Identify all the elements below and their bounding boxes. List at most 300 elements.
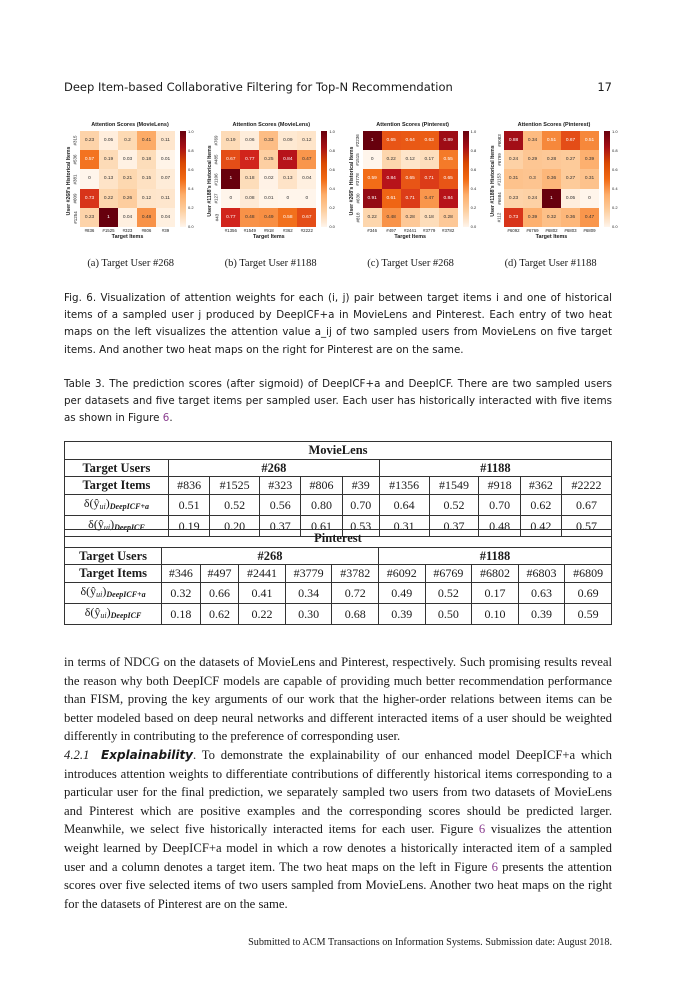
heatmap-xtick: #346 bbox=[367, 228, 378, 233]
target-item: #3779 bbox=[285, 565, 332, 583]
colorbar-tick: 0.4 bbox=[611, 186, 618, 191]
score-cell: 0.34 bbox=[285, 582, 332, 603]
figure-caption-prefix: Fig. 6. bbox=[64, 292, 97, 304]
heatmap-1 bbox=[203, 122, 339, 240]
user-id: #1188 bbox=[379, 547, 612, 565]
colorbar-tick: 0.0 bbox=[329, 224, 335, 229]
heatmap-xtick: #1356 bbox=[224, 228, 237, 233]
target-item: #497 bbox=[200, 565, 239, 583]
heatmap-cell: 0.65 bbox=[401, 169, 420, 188]
score-cell: 0.52 bbox=[429, 494, 479, 515]
heatmap-grid bbox=[363, 131, 458, 227]
heatmap-cell: 0.13 bbox=[99, 169, 118, 188]
heatmap-cell: 0.23 bbox=[80, 208, 99, 227]
colorbar-tick: 0.2 bbox=[329, 205, 335, 210]
target-item: #918 bbox=[479, 477, 520, 495]
user-id: #1188 bbox=[379, 459, 611, 477]
heatmap-cell: 1 bbox=[363, 131, 382, 150]
heatmap-xtick: #6803 bbox=[564, 228, 577, 233]
target-item: #1525 bbox=[210, 477, 260, 495]
heatmap-cell: 0.48 bbox=[240, 208, 259, 227]
target-item: #2222 bbox=[562, 477, 612, 495]
heatmap-cell: 0 bbox=[363, 150, 382, 169]
heatmap-ytick: #3778 bbox=[355, 172, 361, 186]
heatmap-xtick: #2441 bbox=[404, 228, 417, 233]
colorbar-tick: 0.2 bbox=[188, 205, 194, 210]
heatmap-ytick: #381 bbox=[72, 173, 78, 185]
heatmap-cell: 0.09 bbox=[278, 131, 297, 150]
heatmap-cell: 0.19 bbox=[99, 150, 118, 169]
heatmap-cell: 0.55 bbox=[439, 150, 458, 169]
heatmap-cell: 0.21 bbox=[118, 169, 137, 188]
heatmap-cell: 0.03 bbox=[118, 150, 137, 169]
table-caption-text: The prediction scores (after sigmoid) of DeepICF+a and DeepICF. There are two sampled users per datasets and five target items per sampled user. Each user has historically interacted with five items as shown in Figure bbox=[64, 378, 612, 425]
score-cell: 0.17 bbox=[472, 582, 519, 603]
colorbar-tick: 0.4 bbox=[188, 186, 194, 191]
heatmap-cell: 0.06 bbox=[240, 131, 259, 150]
body-paragraph-explainability: 4.2.1 Explainability. To demonstrate the explainability of our enhanced model DeepICF+a which introduces attention weights to differentiate contributions of differently historical items corresponding to a particular user for the final prediction, we separately sampled two users from two datasets of MovieLens and Pinterest which are positive examples and the corresponding scores should be predicted larger. Meanwhile, we select five historically interacted items for each user. Figure 6 visualizes the attention weight learned by DeepICF+a model in which a row denotes a historically interacted item of a sampled user and a column denotes a target item. The two heat maps on the left in Figure 6 presents the attention scores over five selected items of two users sampled from MovieLens. Another two heat maps on the right for the datasets of Pinterest are on the same. bbox=[64, 748, 612, 911]
heatmap-cell: 0.48 bbox=[382, 208, 401, 227]
colorbar-ticks bbox=[471, 129, 477, 229]
heatmap-xtick: #3779 bbox=[423, 228, 436, 233]
score-cell: 0.51 bbox=[168, 494, 209, 515]
target-item: #6803 bbox=[518, 565, 565, 583]
row-header-score: $\delta(ŷ_{ui})_{DeepICF+a}$ bbox=[65, 582, 162, 603]
heatmap-ytick: #1254 bbox=[72, 211, 78, 224]
heatmap-cell: 0.17 bbox=[420, 150, 439, 169]
score-cell: 0.19 bbox=[168, 515, 209, 536]
running-header bbox=[64, 80, 612, 94]
row-header-users: Target Users bbox=[65, 459, 169, 477]
target-item: #1356 bbox=[379, 477, 429, 495]
heatmap-cell: 0.15 bbox=[137, 169, 156, 188]
heatmap-cell: 0.71 bbox=[401, 189, 420, 208]
heatmap-xtick: #806 bbox=[141, 228, 152, 233]
heatmap-cell: 0.18 bbox=[420, 208, 439, 227]
user-id: #268 bbox=[162, 547, 379, 565]
heatmap-ylabel: User #268's Historical Items bbox=[66, 146, 72, 216]
score-cell: 0.72 bbox=[332, 582, 379, 603]
heatmap-cell: 0.07 bbox=[156, 169, 175, 188]
score-cell: 0.20 bbox=[210, 515, 260, 536]
page-number: 17 bbox=[597, 80, 612, 94]
score-cell: 0.22 bbox=[239, 603, 286, 624]
figure-caption bbox=[64, 290, 612, 359]
heatmap-ytick: #127 bbox=[213, 193, 219, 204]
heatmap-cell: 0 bbox=[297, 189, 316, 208]
score-cell: 0.70 bbox=[342, 494, 379, 515]
heatmap-xtick: #6092 bbox=[507, 228, 520, 233]
heatmap-cell: 0.13 bbox=[278, 169, 297, 188]
figure-reference-link[interactable]: 6 bbox=[491, 859, 498, 874]
heatmap-title: Attention Scores (Pinterest) bbox=[517, 122, 591, 128]
heatmap-cell: 0.31 bbox=[504, 169, 523, 188]
heatmap-cell: 1 bbox=[221, 169, 240, 188]
heatmap-xlabel: Target Items bbox=[111, 234, 144, 240]
score-cell: 0.52 bbox=[210, 494, 260, 515]
heatmap-cell: 0.39 bbox=[580, 150, 599, 169]
heatmap-cell: 0.01 bbox=[156, 150, 175, 169]
heatmap-cell: 0.04 bbox=[297, 169, 316, 188]
score-cell: 0.42 bbox=[520, 515, 561, 536]
heatmap-cell: 0.67 bbox=[221, 150, 240, 169]
target-item: #6092 bbox=[379, 565, 426, 583]
score-cell: 0.50 bbox=[425, 603, 472, 624]
heatmap-cell: 0 bbox=[580, 189, 599, 208]
colorbar-tick: 0.0 bbox=[611, 224, 618, 229]
row-header-items: Target Items bbox=[65, 565, 162, 583]
heatmap-cell: 0.3 bbox=[523, 169, 542, 188]
heatmap-cell: 0.19 bbox=[221, 131, 240, 150]
heatmap-xticks bbox=[504, 228, 599, 233]
heatmap-cell: 0.89 bbox=[439, 131, 458, 150]
colorbar-tick: 0.2 bbox=[611, 205, 618, 210]
heatmap-cell: 0.04 bbox=[118, 208, 137, 227]
colorbar bbox=[321, 131, 327, 227]
heatmap-cell: 0.24 bbox=[504, 150, 523, 169]
colorbar-tick: 0.2 bbox=[470, 205, 477, 210]
figure-reference-link[interactable]: 6 bbox=[478, 822, 486, 837]
target-item: #3782 bbox=[332, 565, 379, 583]
heatmap-cell: 0.25 bbox=[259, 150, 278, 169]
colorbar-ticks bbox=[329, 129, 335, 229]
row-header-score: $\delta(ŷ_{ui})_{DeepICF}$ bbox=[65, 515, 169, 536]
heatmap-cell: 0.48 bbox=[137, 208, 156, 227]
heatmap-cell: 0 bbox=[278, 189, 297, 208]
body-paragraph-1: in terms of NDCG on the datasets of MovieLens and Pinterest, respectively. Such promising results reveal the reason why both DeepICF models are capable of providing much better recommendation performance than FISM, proving the key arguments of our work that the higher-order relations between items can be better modeled based on deep neural networks and different interacted items of a user should be weighted differently in contributing to the preference of corresponding user. bbox=[64, 655, 612, 744]
heatmap-ytick: #536 bbox=[72, 154, 78, 165]
heatmap-cell: 0.67 bbox=[561, 131, 580, 150]
heatmap-cell: 0.47 bbox=[580, 208, 599, 227]
score-cell: 0.62 bbox=[520, 494, 561, 515]
colorbar-tick: 0.8 bbox=[329, 148, 335, 153]
heatmap-cell: 0.36 bbox=[561, 208, 580, 227]
colorbar-tick: 1.0 bbox=[470, 129, 477, 134]
heatmap-xtick: #6802 bbox=[545, 228, 558, 233]
figure-subcaptions bbox=[62, 258, 622, 269]
colorbar-tick: 0.4 bbox=[329, 186, 335, 191]
heatmap-cell: 0.27 bbox=[561, 150, 580, 169]
heatmap-grid bbox=[504, 131, 599, 227]
heatmap-xtick: #6769 bbox=[526, 228, 539, 233]
score-cell: 0.57 bbox=[562, 515, 612, 536]
heatmap-title: Attention Scores (Pinterest) bbox=[376, 122, 450, 128]
score-cell: 0.18 bbox=[162, 603, 201, 624]
heatmap-cell: 0.36 bbox=[542, 169, 561, 188]
colorbar-ticks bbox=[188, 129, 194, 229]
colorbar-tick: 1.0 bbox=[329, 129, 335, 134]
colorbar-tick: 1.0 bbox=[188, 129, 194, 134]
colorbar-tick: 0.0 bbox=[470, 224, 477, 229]
score-cell: 0.39 bbox=[379, 603, 426, 624]
row-header-score: $\delta(ŷ_{ui})_{DeepICF+a}$ bbox=[65, 494, 169, 515]
colorbar-tick: 0.6 bbox=[188, 167, 194, 172]
heatmap-xtick: #362 bbox=[282, 228, 293, 233]
heatmap-cell: 0.18 bbox=[137, 150, 156, 169]
heatmap-ytick: #769 bbox=[213, 135, 219, 146]
figure-reference-link[interactable]: 6 bbox=[162, 412, 170, 425]
score-cell: 0.37 bbox=[429, 515, 479, 536]
heatmap-cell: 0.33 bbox=[259, 131, 278, 150]
results-table-movielens bbox=[64, 441, 612, 537]
heatmap-cell: 0.34 bbox=[523, 131, 542, 150]
heatmap-cell: 0.08 bbox=[240, 189, 259, 208]
heatmap-cell: 0.73 bbox=[504, 208, 523, 227]
heatmap-cell: 0 bbox=[80, 169, 99, 188]
row-header-score: $\delta(ŷ_{ui})_{DeepICF}$ bbox=[65, 603, 162, 624]
heatmap-cell: 0.64 bbox=[401, 131, 420, 150]
table-row bbox=[65, 494, 612, 515]
colorbar bbox=[180, 131, 186, 227]
target-item: #362 bbox=[520, 477, 561, 495]
heatmap-cell: 0.27 bbox=[561, 169, 580, 188]
heatmap-cell: 0.47 bbox=[420, 189, 439, 208]
heatmap-cell: 0.11 bbox=[156, 131, 175, 150]
colorbar-tick: 0.6 bbox=[611, 167, 618, 172]
heatmap-yticks bbox=[353, 131, 363, 227]
dataset-header: MovieLens bbox=[65, 442, 612, 460]
table-row bbox=[65, 603, 612, 624]
heatmap-cell: 0.11 bbox=[156, 189, 175, 208]
heatmap-cell: 0.28 bbox=[542, 150, 561, 169]
target-item: #6769 bbox=[425, 565, 472, 583]
subcaption-d: (d) Target User #1188 bbox=[504, 258, 597, 269]
subcaption-b: (b) Target User #1188 bbox=[224, 258, 317, 269]
score-cell: 0.62 bbox=[200, 603, 239, 624]
heatmap-2 bbox=[345, 122, 481, 240]
heatmap-cell: 0.49 bbox=[259, 208, 278, 227]
target-item: #1549 bbox=[429, 477, 479, 495]
target-item: #323 bbox=[260, 477, 301, 495]
heatmap-cell: 0.26 bbox=[118, 189, 137, 208]
heatmap-cell: 0.73 bbox=[80, 189, 99, 208]
target-item: #836 bbox=[168, 477, 209, 495]
heatmap-cell: 0.63 bbox=[420, 131, 439, 150]
score-cell: 0.32 bbox=[162, 582, 201, 603]
target-item: #39 bbox=[342, 477, 379, 495]
heatmap-xtick: #39 bbox=[161, 228, 170, 233]
heatmap-cell: 0.67 bbox=[297, 208, 316, 227]
colorbar bbox=[463, 131, 469, 227]
heatmap-cell: 0 bbox=[221, 189, 240, 208]
heatmap-xtick: #836 bbox=[84, 228, 95, 233]
heatmap-ytick: #6799 bbox=[496, 153, 502, 167]
heatmap-cell: 0.91 bbox=[363, 189, 382, 208]
heatmap-cell: 0.65 bbox=[382, 131, 401, 150]
heatmap-ytick: #1515 bbox=[355, 153, 361, 167]
score-cell: 0.66 bbox=[200, 582, 239, 603]
table-caption-prefix: Table 3. bbox=[64, 378, 105, 390]
colorbar-tick: 0.6 bbox=[329, 167, 335, 172]
heatmap-cell: 0.88 bbox=[504, 131, 523, 150]
heatmap-ytick: #6083 bbox=[496, 134, 502, 147]
heatmap-cell: 0.84 bbox=[278, 150, 297, 169]
heatmap-xtick: #6809 bbox=[583, 228, 596, 233]
heatmap-cell: 1 bbox=[99, 208, 118, 227]
heatmap-cell: 0.05 bbox=[99, 131, 118, 150]
colorbar bbox=[604, 131, 610, 227]
colorbar-tick: 0.8 bbox=[611, 148, 618, 153]
score-cell: 0.49 bbox=[379, 582, 426, 603]
heatmap-title: Attention Scores (MovieLens) bbox=[232, 122, 311, 128]
score-cell: 0.80 bbox=[301, 494, 342, 515]
heatmap-cell: 0.51 bbox=[542, 131, 561, 150]
heatmap-ylabel: User #1188's Historical Items bbox=[207, 145, 214, 217]
colorbar-tick: 0.8 bbox=[188, 148, 194, 153]
score-cell: 0.61 bbox=[301, 515, 342, 536]
heatmap-yticks bbox=[211, 131, 221, 227]
score-cell: 0.52 bbox=[425, 582, 472, 603]
score-cell: 0.56 bbox=[260, 494, 301, 515]
heatmap-ytick: #609 bbox=[72, 193, 78, 204]
heatmap-cell: 0.71 bbox=[420, 169, 439, 188]
heatmap-ytick: #1106 bbox=[213, 172, 219, 186]
heatmap-cell: 0.65 bbox=[439, 169, 458, 188]
section-number: 4.2.1 bbox=[64, 748, 90, 762]
heatmap-xticks bbox=[221, 228, 316, 233]
heatmap-cell: 0.18 bbox=[240, 169, 259, 188]
heatmap-title: Attention Scores (MovieLens) bbox=[91, 122, 169, 128]
heatmap-cell: 0.28 bbox=[401, 208, 420, 227]
heatmap-cell: 0.84 bbox=[439, 189, 458, 208]
heatmap-cell: 0.41 bbox=[137, 131, 156, 150]
heatmap-cell: 0.12 bbox=[401, 150, 420, 169]
score-cell: 0.48 bbox=[479, 515, 520, 536]
score-cell: 0.70 bbox=[479, 494, 520, 515]
colorbar-tick: 0.4 bbox=[470, 186, 477, 191]
user-id: #268 bbox=[168, 459, 379, 477]
heatmap-cell: 0.84 bbox=[382, 169, 401, 188]
score-cell: 0.10 bbox=[472, 603, 519, 624]
score-cell: 0.41 bbox=[239, 582, 286, 603]
heatmap-xlabel: Target Items bbox=[535, 234, 568, 240]
row-header-items: Target Items bbox=[65, 477, 169, 495]
score-cell: 0.67 bbox=[562, 494, 612, 515]
table-caption: Table 3. The prediction scores (after sigmoid) of DeepICF+a and DeepICF. There are two sampled users per datasets and five target items per sampled user. Each user has historically interacted with five items as shown in Figure 6. bbox=[64, 378, 612, 425]
figure-6-heatmaps bbox=[62, 122, 622, 240]
heatmap-cell: 0.61 bbox=[382, 189, 401, 208]
score-cell: 0.31 bbox=[379, 515, 429, 536]
colorbar-tick: 0.6 bbox=[470, 167, 477, 172]
heatmap-xtick: #497 bbox=[386, 228, 397, 233]
dataset-header: Pinterest bbox=[65, 530, 612, 548]
score-cell: 0.39 bbox=[518, 603, 565, 624]
heatmap-xtick: #1525 bbox=[102, 228, 115, 233]
heatmap-cell: 0.22 bbox=[382, 150, 401, 169]
score-cell: 0.64 bbox=[379, 494, 429, 515]
heatmap-ylabel: User #1188's Historical Items bbox=[489, 145, 496, 217]
heatmap-xlabel: Target Items bbox=[253, 234, 285, 240]
colorbar-tick: 0.8 bbox=[470, 148, 477, 153]
heatmap-xticks bbox=[80, 228, 175, 233]
table-row bbox=[65, 582, 612, 603]
heatmap-xtick: #323 bbox=[122, 228, 133, 233]
heatmap-ytick: #485 bbox=[213, 154, 219, 165]
section-title: Explainability bbox=[101, 748, 193, 762]
row-header-users: Target Users bbox=[65, 547, 162, 565]
score-cell: 0.53 bbox=[342, 515, 379, 536]
colorbar-tick: 1.0 bbox=[611, 129, 618, 134]
heatmap-3 bbox=[486, 122, 622, 240]
target-item: #2441 bbox=[239, 565, 286, 583]
heatmap-ytick: #43 bbox=[213, 213, 219, 222]
score-cell: 0.37 bbox=[260, 515, 301, 536]
heatmap-ytick: #1153 bbox=[496, 172, 502, 186]
heatmap-cell: 0.47 bbox=[297, 150, 316, 169]
heatmap-cell: 0.57 bbox=[80, 150, 99, 169]
heatmap-xlabel: Target Items bbox=[394, 234, 426, 240]
target-item: #346 bbox=[162, 565, 201, 583]
score-cell: 0.68 bbox=[332, 603, 379, 624]
subcaption-a: (a) Target User #268 bbox=[87, 258, 174, 269]
heatmap-0 bbox=[62, 122, 198, 240]
heatmap-ytick: #315 bbox=[72, 135, 78, 146]
target-item: #806 bbox=[301, 477, 342, 495]
heatmap-cell: 0.77 bbox=[240, 150, 259, 169]
heatmap-cell: 0.77 bbox=[221, 208, 240, 227]
heatmap-grid bbox=[80, 131, 175, 227]
heatmap-cell: 0.22 bbox=[99, 189, 118, 208]
heatmap-yticks bbox=[70, 131, 80, 227]
heatmap-cell: 0.05 bbox=[561, 189, 580, 208]
heatmap-grid bbox=[221, 131, 316, 227]
heatmap-xticks bbox=[363, 228, 458, 233]
heatmap-cell: 0.01 bbox=[259, 189, 278, 208]
heatmap-cell: 0.04 bbox=[156, 208, 175, 227]
heatmap-cell: 0.59 bbox=[363, 169, 382, 188]
heatmap-xtick: #2222 bbox=[300, 228, 313, 233]
heatmap-cell: 0.23 bbox=[80, 131, 99, 150]
heatmap-cell: 0.31 bbox=[580, 169, 599, 188]
heatmap-cell: 0.2 bbox=[118, 131, 137, 150]
heatmap-ytick: #818 bbox=[355, 212, 361, 223]
heatmap-cell: 0.12 bbox=[297, 131, 316, 150]
heatmap-cell: 0.58 bbox=[278, 208, 297, 227]
heatmap-cell: 0.28 bbox=[439, 208, 458, 227]
heatmap-ytick: #112 bbox=[496, 212, 502, 223]
score-cell: 0.63 bbox=[518, 582, 565, 603]
score-cell: 0.59 bbox=[565, 603, 612, 624]
heatmap-ylabel: User #268's Historical Items bbox=[348, 146, 355, 216]
heatmap-cell: 0.22 bbox=[363, 208, 382, 227]
heatmap-xtick: #918 bbox=[263, 228, 274, 233]
figure-caption-text: Visualization of attention weights for each (i, j) pair between target items i and one of historical items of a sampled user j produced by DeepICF+a in MovieLens and Pinterest. Each entry of two heat maps on the left visualizes the attention value a_ij of two sampled users from MovieLens on five target items. And another two heat maps on the right for Pinterest are on the same. bbox=[64, 292, 612, 356]
colorbar-ticks bbox=[612, 129, 618, 229]
colorbar-tick: 0.0 bbox=[188, 224, 194, 229]
heatmap-cell: 1 bbox=[542, 189, 561, 208]
heatmap-cell: 0.24 bbox=[523, 189, 542, 208]
heatmap-cell: 0.51 bbox=[580, 131, 599, 150]
heatmap-xtick: #1549 bbox=[243, 228, 256, 233]
heatmap-yticks bbox=[494, 131, 504, 227]
subcaption-c: (c) Target User #268 bbox=[367, 258, 454, 269]
score-cell: 0.30 bbox=[285, 603, 332, 624]
heatmap-cell: 0.12 bbox=[137, 189, 156, 208]
running-title: Deep Item-based Collaborative Filtering for Top-N Recommendation bbox=[64, 80, 453, 94]
heatmap-cell: 0.39 bbox=[523, 208, 542, 227]
page-footer: Submitted to ACM Transactions on Information Systems. Submission date: August 2018. bbox=[248, 937, 612, 948]
heatmap-cell: 0.32 bbox=[542, 208, 561, 227]
heatmap-ytick: #2236 bbox=[355, 134, 361, 147]
target-item: #6802 bbox=[472, 565, 519, 583]
results-table-pinterest bbox=[64, 529, 612, 625]
heatmap-xtick: #3782 bbox=[442, 228, 455, 233]
heatmap-cell: 0.29 bbox=[523, 150, 542, 169]
heatmap-cell: 0.02 bbox=[259, 169, 278, 188]
score-cell: 0.69 bbox=[565, 582, 612, 603]
heatmap-ytick: #630 bbox=[355, 193, 361, 204]
heatmap-ytick: #6684 bbox=[496, 191, 502, 205]
